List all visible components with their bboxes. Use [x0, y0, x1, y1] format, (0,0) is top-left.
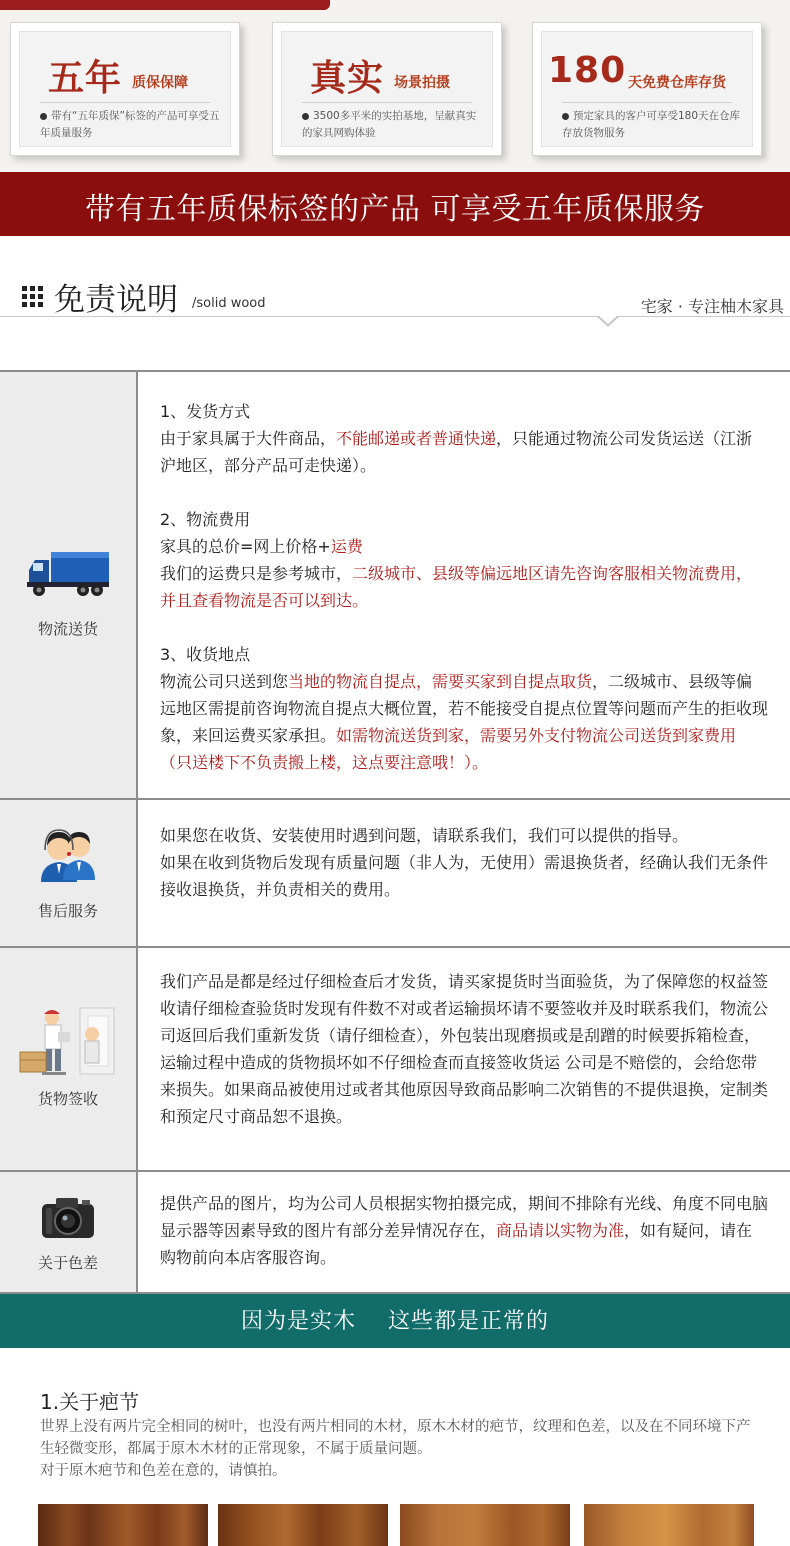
warranty-banner [0, 172, 790, 236]
row-label: 货物签收 [37, 1090, 98, 1108]
shipping-cost-heading: 2、物流费用 [160, 510, 251, 529]
row-left-cell [0, 372, 138, 798]
card-desc-text: 3500多平米的实拍基地，呈献真实的家具网购体验 [302, 110, 477, 139]
row-after-sales-body [160, 822, 768, 903]
shipping-method-text: 由于家具属于大件商品，不能邮递或者普通快递，只能通过物流公司发货运送（江浙沪地区，部分产品可走快递）。 [160, 429, 753, 475]
knot-heading: 1.关于疤节 [40, 1390, 140, 1414]
row-left-cell [0, 948, 138, 1170]
row-receipt [0, 948, 790, 1172]
camera-icon [38, 1194, 98, 1240]
brand-tagline: 宅家 · 专注柚木家具 [640, 297, 784, 316]
row-color-body [160, 1190, 768, 1271]
card-desc-text: 预定家具的客户可享受180天在仓库存放货物服务 [562, 110, 741, 139]
card-sub-text: 质保保障 [132, 75, 188, 91]
section-title-en: /solid wood [192, 296, 266, 311]
bullet-icon [40, 113, 47, 120]
delivery-place-text: 物流公司只送到您当地的物流自提点，需要买家到自提点取货，二级城市、县级等偏远地区需提前咨询物流自提点大概位置，若不能接受自提点位置等问题而产生的拒收现象，来回运费买家承担。如需物流送货到家，需要另外支付物流公司送货到家费用（只送楼下不负责搬上楼，这点要注意哦！）。 [160, 672, 769, 772]
color-text: 提供产品的图片，均为公司人员根据实物拍摄完成，期间不排除有光线、角度不同电脑显示器等因素导致的图片有部分差异情况存在，商品请以实物为准，如有疑问，请在购物前向本店客服咨询。 [160, 1194, 769, 1267]
solid-wood-banner-title: 因为是实木 这些都是正常的 [241, 1309, 549, 1334]
wood-sample-image [38, 1504, 208, 1546]
section-title: 免责说明 [54, 282, 178, 318]
truck-icon [25, 548, 111, 598]
card-inner [541, 31, 753, 147]
card-big-text: 五年 [48, 58, 123, 99]
knot-text-2: 对于原木疤节和色差在意的，请慎拍。 [40, 1463, 287, 1479]
service-text-1: 如果您在收货、安装使用时遇到问题，请联系我们，我们可以提供的指导。 [160, 826, 689, 845]
grid-dots-icon [22, 286, 44, 308]
card-inner [19, 31, 231, 147]
service-text-2: 如果在收到货物后发现有质量问题（非人为，无使用）需退换货者，经确认我们无条件接收退换货，并负责相关的费用。 [160, 853, 769, 899]
top-banner [0, 0, 790, 172]
knot-text-1: 世界上没有两片完全相同的树叶，也没有两片相同的木材，原木木材的疤节，纹理和色差，以及在不同环境下产生轻微变形，都属于原木木材的正常现象，不属于质量问题。 [40, 1419, 751, 1457]
solid-wood-banner [0, 1294, 790, 1348]
row-after-sales [0, 800, 790, 948]
row-logistics [0, 372, 790, 800]
knot-description [40, 1416, 760, 1482]
card-desc-text: 带有“五年质保”标签的产品可享受五年质量服务 [40, 110, 220, 139]
card-divider [562, 102, 732, 103]
row-receipt-body [160, 968, 768, 1130]
card-divider [40, 102, 210, 103]
wood-sample-image [400, 1504, 570, 1546]
warranty-banner-title: 带有五年质保标签的产品 可享受五年质保服务 [84, 192, 706, 227]
wood-sample-image [584, 1504, 754, 1546]
row-left-cell [0, 1172, 138, 1292]
row-label: 物流送货 [37, 620, 98, 638]
card-desc [302, 108, 482, 142]
disclaimer-header [0, 262, 790, 332]
receipt-text: 我们产品是都是经过仔细检查后才发货，请买家提货时当面验货，为了保障您的权益签收请仔细检查验货时发现有件数不对或者运输损坏请不要签收并及时联系我们，物流公司返回后我们重新发货（请仔细检查），外包装出现磨损或是刮蹭的时候要拆箱检查，运输过程中造成的货物损坏如不仔细检查而直接签收货运 公司是不赔偿的，会给您带来损失。如果商品被使用过或者其他原因导致商品影响二次销售的不提供退换，定制类和预定尺寸商品恕不退换。 [160, 972, 769, 1126]
divider-notch-inner [598, 315, 618, 324]
row-logistics-body [160, 398, 768, 776]
feature-card-real [272, 22, 502, 156]
section-divider [0, 316, 790, 317]
card-big-text: 真实 [310, 58, 385, 99]
card-sub-text: 场景拍摄 [394, 75, 450, 91]
feature-card-storage [532, 22, 762, 156]
delivery-sign-icon [18, 1004, 118, 1084]
delivery-place-heading: 3、收货地点 [160, 645, 251, 664]
support-agents-icon [35, 824, 101, 884]
row-color-difference [0, 1172, 790, 1294]
shipping-cost-formula: 家具的总价=网上价格+运费 [160, 537, 363, 556]
row-label: 关于色差 [37, 1254, 98, 1272]
top-cut-banner [0, 0, 330, 10]
card-divider [302, 102, 472, 103]
card-desc [40, 108, 220, 142]
bullet-icon [562, 113, 569, 120]
row-left-cell [0, 800, 138, 946]
wood-sample-image [218, 1504, 388, 1546]
card-desc [562, 108, 742, 142]
row-label: 售后服务 [37, 902, 98, 920]
card-sub-text: 天免费仓库存货 [628, 75, 726, 91]
card-big-text: 180 [548, 50, 627, 91]
shipping-method-heading: 1、发货方式 [160, 402, 251, 421]
card-inner [281, 31, 493, 147]
disclaimer-table [0, 370, 790, 1294]
bullet-icon [302, 113, 309, 120]
shipping-cost-text: 我们的运费只是参考城市，二级城市、县级等偏远地区请先咨询客服相关物流费用，并且查看物流是否可以到达。 [160, 564, 753, 610]
feature-card-warranty [10, 22, 240, 156]
